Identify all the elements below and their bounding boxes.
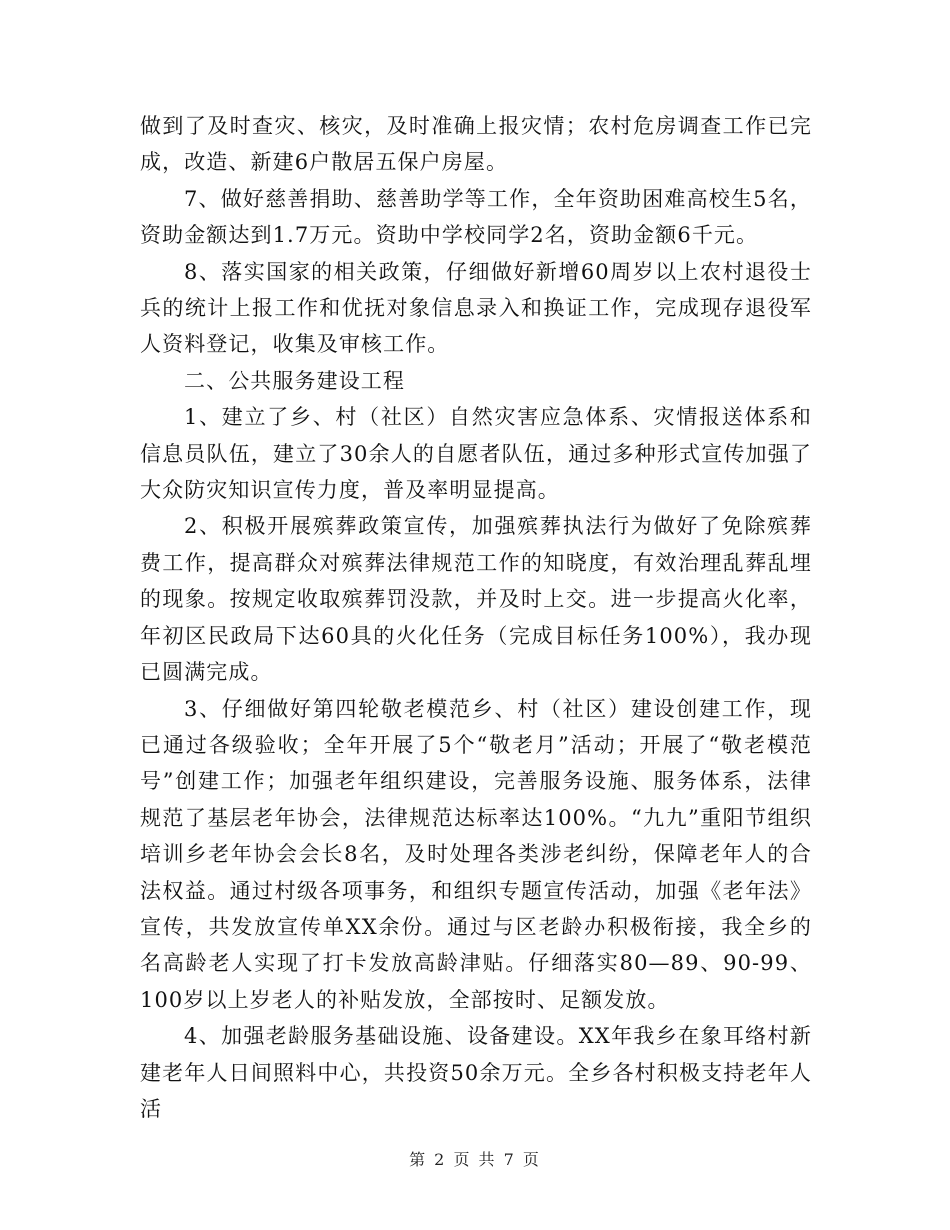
section-heading-public-service: 二、公共服务建设工程 xyxy=(184,368,405,393)
page-footer: 第 2 页 共 7 页 xyxy=(409,1150,541,1169)
paragraph-elderly-facilities: 4、加强老龄服务基础设施、设备建设。XX年我乡在象耳络村新建老年人日间照料中心，共投资50余万元。全乡各村积极支持老年人活 xyxy=(140,1024,812,1121)
document-body xyxy=(140,108,812,1127)
paragraph-elderly-model: 3、仔细做好第四轮敬老模范乡、村（社区）建设创建工作，现已通过各级验收；全年开展了5个“敬老月”活动；开展了“敬老模范号”创建工作；加强老年组织建设，完善服务设施、服务体系，法律规范了基层老年协会，法律规范达标率达100%。“九九”重阳节组织培训乡老年协会会长8名，及时处理各类涉老纠纷，保障老年人的合法权益。通过村级各项事务，和组织专题宣传活动，加强《老年法》宣传，共发放宣传单XX余份。通过与区老龄办积极衔接，我全乡的名高龄老人实现了打卡发放高龄津贴。仔细落实80—89、90-99、100岁以上岁老人的补贴发放，全部按时、足额发放。 xyxy=(140,696,812,1012)
paragraph-disaster-system: 1、建立了乡、村（社区）自然灾害应急体系、灾情报送体系和信息员队伍，建立了30余人的自愿者队伍，通过多种形式宣传加强了大众防灾知识宣传力度，普及率明显提高。 xyxy=(140,405,812,503)
paragraph-funeral-policy: 2、积极开展殡葬政策宣传，加强殡葬执法行为做好了免除殡葬费工作，提高群众对殡葬法律规范工作的知晓度，有效治理乱葬乱埋的现象。按规定收取殡葬罚没款，并及时上交。进一步提高火化率，年初区民政局下达60具的火化任务（完成目标任务100%），我办现已圆满完成。 xyxy=(140,514,812,685)
paragraph-disaster-check: 做到了及时查灾、核灾，及时准确上报灾情；农村危房调查工作已完成，改造、新建6户散居五保户房屋。 xyxy=(140,114,812,175)
paragraph-charity-aid: 7、做好慈善捐助、慈善助学等工作，全年资助困难高校生5名，资助金额达到1.7万元。资助中学校同学2名，资助金额6千元。 xyxy=(140,186,812,248)
paragraph-veterans-policy: 8、落实国家的相关政策，仔细做好新增60周岁以上农村退役士兵的统计上报工作和优抚对象信息录入和换证工作，完成现存退役军人资料登记，收集及审核工作。 xyxy=(140,259,812,357)
